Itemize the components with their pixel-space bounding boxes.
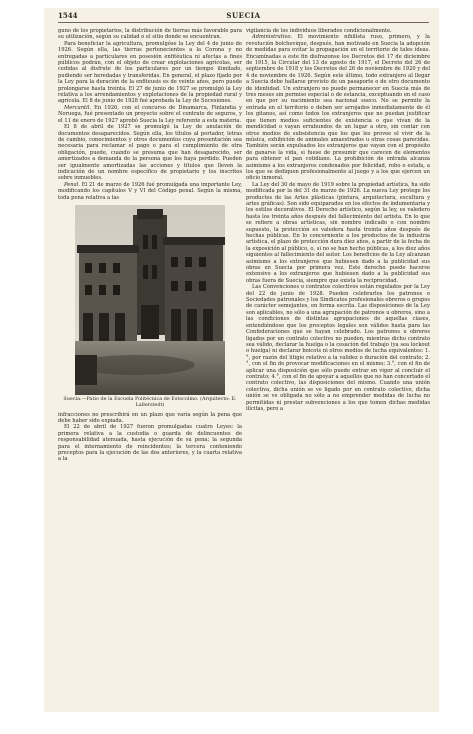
tower-top [137,209,163,219]
paragraph: infracciones no prescribirá en un plazo que varía según la pena que debe haber sido expiada. [58,411,242,424]
paragraph: vigilancia de los individuos liberados condicionalmente. [246,28,392,34]
section-lead: Mercantil. [64,104,92,111]
left-column [58,28,242,463]
paragraph: Para beneficiar la agricultura, promulgóse la Ley del 4 de junio de 1926. Según ella, las tierras pertenecientes a la Corona y no entregadas a particulares en posesión enfitéutica ni afectas a fines públicos podrán, con el objeto de crear explotaciones agrícolas, ser cedidas al disfrute de los particulares por un tiempo ilimitado, pudiendo ser heredadas y transferidas. En general, el plazo fijado por la Ley para la duración de la enfiteusis es de veinte años, pero puede prolongarse hasta treinta. El 27 de junio de 1927 se promulgó la Ley relativa a los arrendamientos y explotaciones de la propiedad rural y agrícola. El 8 de junio de 1928 fué aprobada la Ley de Sucesiones. [58,40,242,105]
paragraph: guno de los propietarios, la distribución de tierras más favorable para su utilización, según su calidad o el sitio donde se encuentran. [58,28,242,41]
right-roof [163,237,225,245]
document-page [44,8,439,712]
paragraph: Mercantil. En 1926, con el concurso de Dinamarca, Finlandia y Noruega, fué presentado un proyecto sobre el contrato de seguros, y el 11 de enero de 1927 aprobó Suecia la Ley referente a esta materia. [58,104,242,124]
foreground-shrub [75,355,97,385]
courtyard-photo [75,205,225,395]
paragraph: El 22 de abril de 1927 fueron promulgadas cuatro Leyes: la primera relativa a la custodia o guarda de delincuentes de responsabilidad atenuada, hasta ejecución de su pena; la segunda para el internamiento de reincidentes; la tercera conteniendo preceptos para la ejecución de las dos anteriores, y la cuarta relativa a la [58,424,242,463]
paragraph: Administrativo. El movimiento nihilista ruso, primero, y la revolución bolchevique, después, han motivado en Suecia la adopción de medidas para evitar la propagación en el territorio de tales ideas. Encamínadas a este fin disfrazonse los Decretos del 17 de diciembre de 1915, la Circular del 13 de agosto de 1917, el Decreto del 26 de septiembre de 1918 y los Decretos del 26 de noviembre de 1920 y del 4 de noviembre de 1926. Según este último, todo extranjero al llegar a Suecia debe hallarse provisto de un pasaporte o de otro documento de identidad. Un extranjero no puede permanecer en Suecia más de tres meses sin permiso especial o de estancia, exceptuando en el caso en que por su nacimiento sea nacional sueco. No se permite la entrada en el territorio o deben ser arrojados inmediatamente de él los gitanos, así como todos los extranjeros que no puedan justificar que tienen medios suficientes de existencia o que vivan de la mendicidad o vayan errabundos de un lugar a otro, sin contar con otros medios de subsistencia que los que les provee el vivir de la música, exhibición de animales amaestrados u otras cosas parecidas. También serán expulsados los extranjeros que vayan con el propósito de ganarse la vida, si fuese de presumir que carecen de elementos para obtener el pan cotidiano. La prohibición de entrada alcanza asimismo a los extranjeros condenados por felicidad, robo o estafa, a los que se dediquen profesionalmente al juego y a los que ejercen un oficio inmoral. [246,34,430,182]
section-lead: Penal. [64,181,80,188]
paragraph: El 8 de abril de 1927 se promulgó la Ley de anulación de documentos desaparecidos. Según ella, los títulos al portador, letras de cambio, conocimientos y otros documentos cuya presentación sea necesaria para reclamar el pago o para el cumplimiento de otra obligación, puede, cuando se presuma que han desaparecido, ser amortizados a demanda de la persona que los haya perdido. Pueden ser igualmente amortizadas las acciones y títulos que lleven la indicación de un nombre específico de propietario y los inscritos sobre inmuebles. [58,124,242,182]
left-roof [77,245,139,253]
photo-figure [75,205,225,395]
paragraph: La Ley del 30 de mayo de 1919 sobre la propiedad artística, ha sido modificada por la del 31 de marzo de 1926. La nueva Ley protege los productos de las Artes plásticas (pintura, arquitectura, escultura y artes gráficas). Son sido equiparados en los efectos de indumentaria y los estilos decorativos. El Derecho artístico, según la ley, es valedero hasta los treinta años después del fallecimiento del artista. En lo que se refiere a obras artísticas, sin nombre indicado o con nombre supuesto, la protección es valedera hasta treinta años después de hechas públicas. En lo concerniente a los productos de la industria artística, el plazo de protección dura diez años, a partir de la fecha de la exposición al público, o, si no se han hecho públicas, a los diez años siguientes al fallecimiento del autor. Los beneficios de la Ley alcanzan asimismo a los extranjeros que hubiesen dado a la publicidad sus obras en Suecia por primera vez. Este derecho puede hacerse extensivo a los extranjeros que hubiesen dado a la publicidad sus obras fuera de Suecia, siempre que exista la reciprocidad. [246,181,430,284]
running-title: SUECIA [226,11,261,20]
paragraph: Las Convenciones o contratos colectivos están regulados por la Ley del 22 de junio de 1928. Pueden celebrarlos los patronos o Sociedades patronales y los Sindicatos profesionales obreros o grupos de carácter semejantes, en forma escrita. Las disposiciones de la Ley son aplicables, no sólo a una agrupación de patronos u obreros, sino a las condiciones de distintas agrupaciones de aquellas clases, entendiéndose que los preceptos legales son válidos hasta para las Confederaciones que se hayan celebrado. Los patronos u obreros ligados por un contrato colectivo no pueden, mientras dicho contrato sea válido, declarar la huelga o la cesación del trabajo (ya sea lockout o huelga) ni declarar boicots ni otros medios de lucha equivalentes: 1.°, por razón del litigio relativo a la validez o duración del contrato; 2.°, con el fin de provocar modificaciones en el mismo; 3.°, con el fin de aplicar una disposición que sólo puede entrar en vigor al concluir el contrato; 4.°, con el fin de apoyar a aquellos que no han concertado el contrato colectivo, las disposiciones del mismo. Cuando una unión colectiva, dicha unión se ve ligado por un contrato colectivo, dicha unión se ve obligada no sólo a no emprender medidas de lucha no permitidas ni prestar subvenciones a los que tomen dichas medidas ilícitas, pero a [246,284,430,412]
page-number: 1544 [58,11,78,20]
header-rule [58,22,429,23]
figure-caption: Suecia.—Patio de la Escuela Politécnica de Estocolmo. (Arquitecto: E. Lallerstedt) [63,395,237,408]
section-lead: Administrativo. [252,34,292,41]
right-column [246,28,430,412]
paragraph: Penal. El 21 de marzo de 1926 fué promulgada una importante Ley, modificando los capítulos V y VI del Código penal. Según la misma, toda pena relativa a las [58,181,242,201]
